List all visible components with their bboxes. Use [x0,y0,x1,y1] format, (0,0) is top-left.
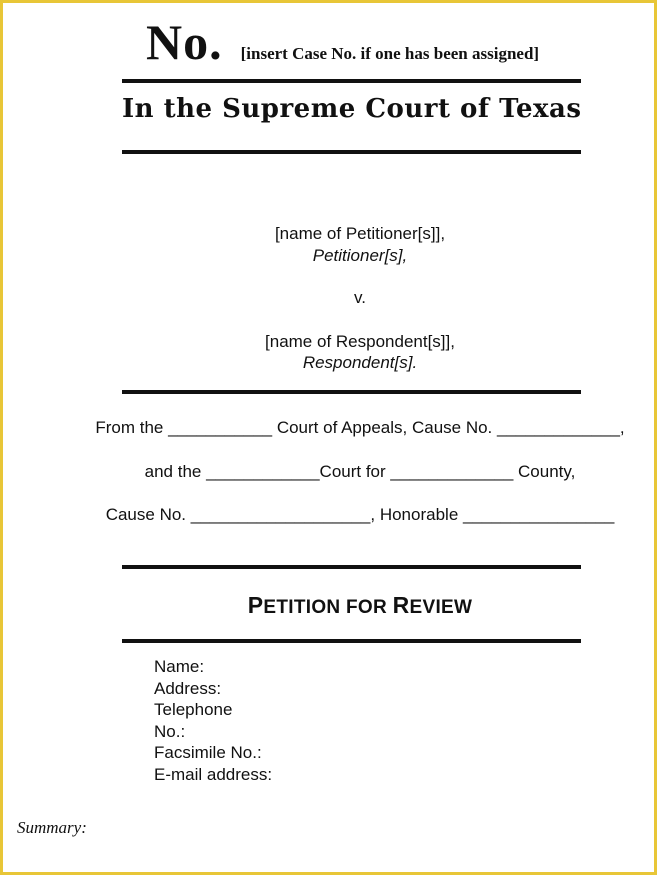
divider-top [122,79,581,83]
petition-title-initial-p: P [247,592,264,618]
respondent-role: Respondent[s]. [302,353,418,372]
respondent-name: [name of Respondent[s]], [265,332,455,351]
petitioner-role: Petitioner[s], [312,246,408,265]
versus-text: v. [354,288,366,307]
court-title: In the Supreme Court of Texas [122,94,582,124]
contact-telephone-label: Telephone [154,700,233,719]
contact-email-label: E-mail address: [154,764,273,784]
petition-title [122,592,598,619]
lower-court-line-3: Cause No. ___________________, Honorable ________________ [105,505,615,524]
divider-lower-court [122,565,581,569]
case-number-label: No. [146,14,223,70]
petition-title-part-2: EVIEW [409,597,473,618]
petition-title-part-1: ETITION FOR [263,597,393,618]
contact-name-label: Name: [154,657,205,676]
petition-title-initial-r: R [392,592,410,618]
contact-block [154,656,272,785]
lower-court-line-1: From the ___________ Court of Appeals, Cause No. _____________, [95,418,625,437]
contact-facsimile-label: Facsimile No.: [154,743,262,762]
divider-court [122,150,581,154]
contact-telephone-no-label: No.: [154,721,186,741]
lower-court-line-2: and the ____________Court for _____________ County, [144,462,576,481]
contact-address-label: Address: [154,678,222,698]
case-number-hint: [insert Case No. if one has been assigned] [240,44,540,63]
divider-parties [122,390,581,394]
case-number-line [146,12,539,72]
petitioner-name: [name of Petitioner[s]], [274,224,446,243]
summary-label: Summary: [17,818,87,837]
divider-petition [122,639,581,643]
